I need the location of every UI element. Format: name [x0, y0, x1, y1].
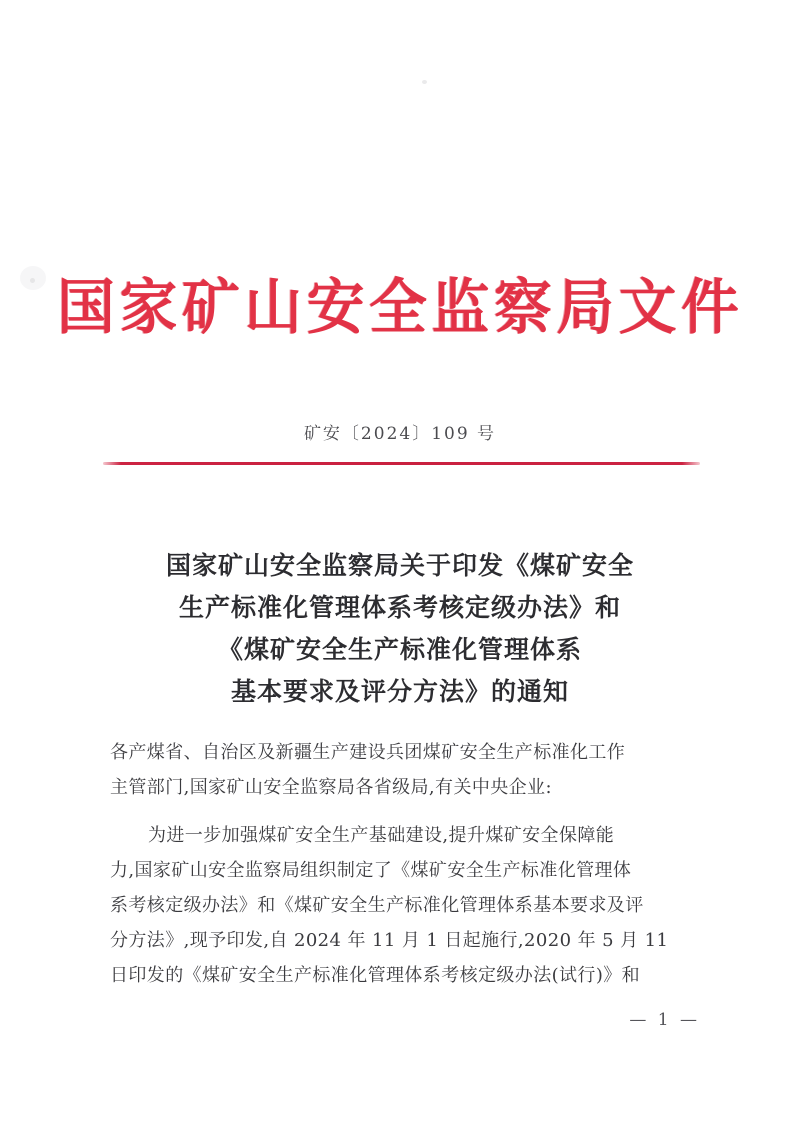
recipient-line: 主管部门,国家矿山安全监察局各省级局,有关中央企业: [110, 777, 552, 798]
body-line: 为进一步加强煤矿安全生产基础建设,提升煤矿安全保障能 [148, 825, 615, 846]
subject-line: 国家矿山安全监察局关于印发《煤矿安全 [165, 551, 634, 580]
body-block [110, 735, 706, 993]
subject-title-block [100, 545, 700, 713]
body-line: 分方法》,现予印发,自 2024 年 11 月 1 日起施行,2020 年 5 月 11 [110, 930, 669, 951]
subject-line: 生产标准化管理体系考核定级办法》和 [178, 593, 621, 622]
document-number: 矿安〔2024〕109 号 [303, 424, 497, 444]
red-separator-rule [103, 462, 700, 465]
scan-artifact-top [422, 80, 427, 84]
body-line: 系考核定级办法》和《煤矿安全生产标准化管理体系基本要求及评 [110, 895, 644, 916]
masthead-title: 国家矿山安全监察局文件 [56, 273, 744, 343]
paragraph-gap [110, 805, 706, 818]
masthead [0, 270, 800, 346]
body-line: 日印发的《煤矿安全生产标准化管理体系考核定级办法(试行)》和 [110, 965, 641, 986]
subject-line: 《煤矿安全生产标准化管理体系 [217, 635, 582, 664]
subject-line: 基本要求及评分方法》的通知 [230, 677, 569, 706]
page-number-footer: — 1 — [629, 1010, 700, 1030]
recipient-line: 各产煤省、自治区及新疆生产建设兵团煤矿安全生产标准化工作 [110, 742, 626, 763]
body-line: 力,国家矿山安全监察局组织制定了《煤矿安全生产标准化管理体 [110, 860, 632, 881]
